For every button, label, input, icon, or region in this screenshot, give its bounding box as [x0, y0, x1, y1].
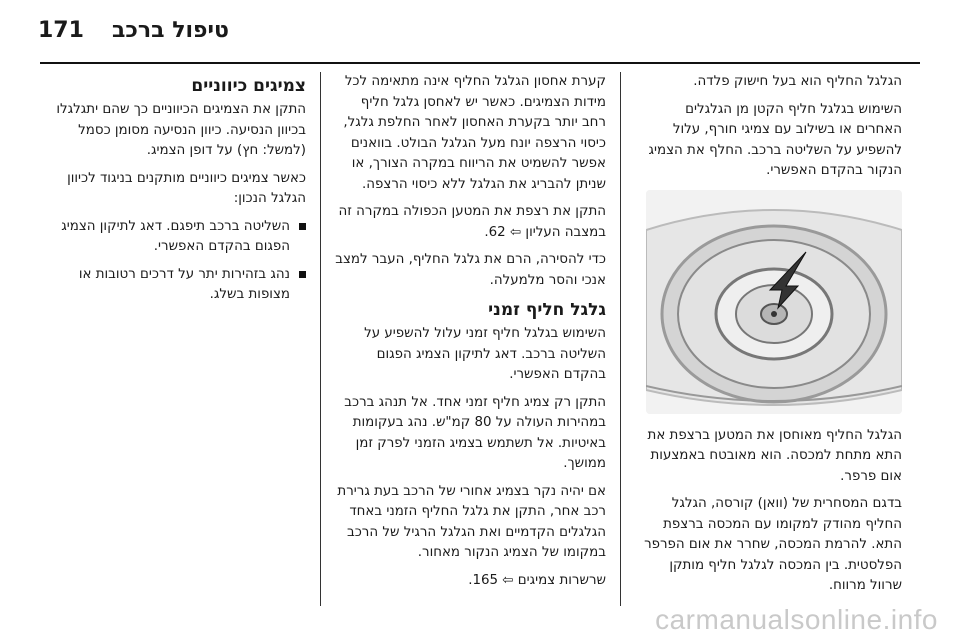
- list-item: [40, 265, 306, 306]
- paragraph: התקן את הצמיגים הכיווניים כך שהם יתגלגלו בכיוון הנסיעה. כיוון הנסיעה מסומן כסמל (למשל: חץ) על דופן הצמיג.: [56, 102, 306, 158]
- page-header: [0, 0, 960, 62]
- column-divider-left: [320, 72, 321, 606]
- page-number: 171: [38, 18, 84, 43]
- column-middle: [334, 72, 606, 598]
- cross-reference: שרשרות צמיגים ⇦ 165.: [468, 572, 606, 588]
- section-heading: צמיגים כיווניים: [191, 76, 306, 96]
- paragraph: בדגם המסחרית של (וואן) קורסה, הגלגל החליף מהודק למקומו עם המכסה ברצפת התא. להרמת המכסה, שחרר את אום הפרפר הפלסטית. בין המכסה לגלגל חליף מותקן שרוול מרווח.: [644, 496, 902, 593]
- section-heading: גלגל חליף זמני: [488, 300, 606, 320]
- paragraph: הגלגל החליף הוא בעל חישוק פלדה.: [693, 74, 902, 89]
- list-item-text: נהג בזהירות יתר על דרכים רטובות או מצופות בשלג.: [78, 266, 290, 302]
- column-divider-right: [620, 72, 621, 606]
- paragraph: קערת אחסון הגלגל החליף אינה מתאימה לכל מידות הצמיגים. כאשר יש לאחסן גלגל חליף רחב יותר בקערת האחסון לאחר החלפת גלגל, כיסוי הרצפה יונח מעל הגלגל הבולט. בוואנים אפשר להשמיט את הריווח במקרה הצורך, או שניתן להבריג את הגלגל ללא כיסוי הרצפה.: [343, 74, 606, 192]
- page-title: טיפול ברכב: [112, 18, 229, 43]
- paragraph: התקן רק צמיג חליף זמני אחד. אל תנהג ברכב במהירות העולה על 80 קמ"ש. נהג בעקומות באיטיות. אל תשתמש בצמיג הזמני לפרק זמן ממושך.: [344, 394, 606, 471]
- paragraph: הגלגל החליף מאוחסן את המטען ברצפת את התא מתחת למכסה. הוא מאובטח באמצעות אום פרפר.: [647, 427, 902, 484]
- paragraph: אם יהיה נקר בצמיג אחורי של הרכב בעת גרירת רכב אחר, התקן את גלגל החליף הזמני באחד הגלגלים הקדמיים ואת הגלגל הרגיל של הרכב במקומו של הצמיג הנקור מאחור.: [337, 483, 606, 560]
- square-bullet-icon: [299, 223, 306, 230]
- paragraph: השימוש בגלגל חליף הקטן מן הגלגלים האחרים או בשילוב עם צמיגי חורף, עלול להשפיע על השליטה ברכב. החלף את הצמיג הנקור בהקדם האפשרי.: [648, 101, 902, 178]
- spare-wheel-icon: [646, 190, 902, 414]
- list-item: [40, 217, 306, 258]
- list-item-text: השליטה ברכב תיפגם. דאג לתיקון הצמיג הפגום בהקדם האפשרי.: [61, 218, 290, 254]
- spare-wheel-illustration: [646, 190, 902, 414]
- column-right: [640, 72, 902, 604]
- paragraph: כדי להסירה, הרם את גלגל החליף, העבר למצב אנכי והסר מלמעלה.: [335, 252, 606, 288]
- paragraph: השימוש בגלגל חליף זמני עלול להשפיע על השליטה ברכב. דאג לתיקון הצמיג הפגום בהקדם האפשרי.: [364, 326, 606, 382]
- square-bullet-icon: [299, 271, 306, 278]
- watermark: carmanualsonline.info: [655, 604, 938, 635]
- paragraph: התקן את רצפת את המטען הכפולה במקרה זה במצבה העליון ⇦ 62.: [338, 204, 606, 240]
- paragraph: כאשר צמיגים כיווניים מותקנים בניגוד לכיוון הגלגל הנכון:: [67, 170, 306, 206]
- column-left: [40, 72, 306, 313]
- bullet-list: [40, 217, 306, 306]
- header-rule: [40, 62, 920, 64]
